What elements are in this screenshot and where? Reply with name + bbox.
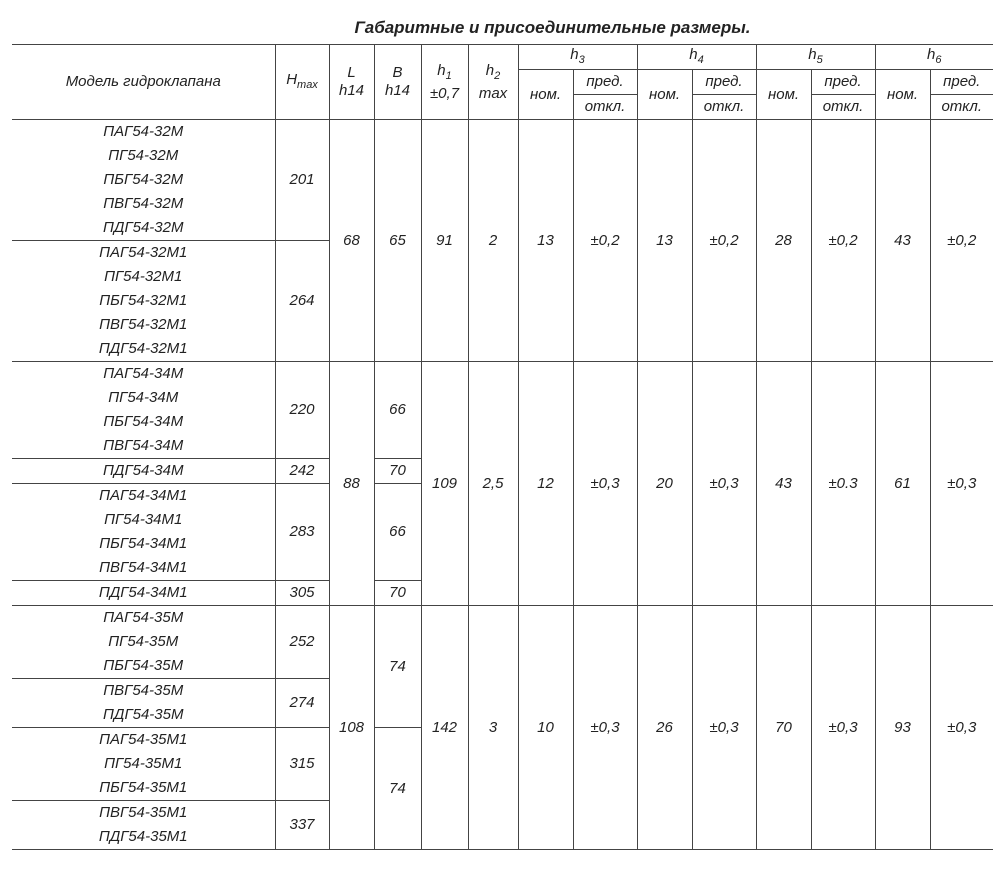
B-value: 66 bbox=[374, 484, 421, 581]
header-nom: ном. bbox=[518, 70, 573, 120]
dimensions-table bbox=[12, 44, 993, 850]
L-value: 88 bbox=[329, 362, 374, 606]
h6-tol: ±0,3 bbox=[930, 362, 993, 606]
h6-nom: 43 bbox=[875, 120, 930, 362]
L-value: 108 bbox=[329, 606, 374, 850]
model-name: ПВГ54-35М1 bbox=[99, 804, 188, 821]
B-value: 66 bbox=[374, 362, 421, 459]
h5-nom: 70 bbox=[756, 606, 811, 850]
model-name: ПАГ54-35М bbox=[103, 609, 184, 626]
model-name: ПГ54-32М1 bbox=[104, 268, 183, 285]
h2-value: 3 bbox=[468, 606, 518, 850]
B-value: 74 bbox=[374, 606, 421, 728]
h6-nom: 61 bbox=[875, 362, 930, 606]
model-name: ПАГ54-32М bbox=[103, 123, 184, 140]
header-otkl: откл. bbox=[692, 95, 756, 120]
model-name: ПБГ54-34М1 bbox=[99, 535, 188, 552]
model-name: ПАГ54-34М1 bbox=[99, 487, 188, 504]
model-name: ПДГ54-32М bbox=[103, 219, 184, 236]
h3-nom: 10 bbox=[518, 606, 573, 850]
header-pred: пред. bbox=[811, 70, 875, 95]
h6-nom: 93 bbox=[875, 606, 930, 850]
header-h2: $h_2$ max bbox=[468, 45, 518, 120]
model-name: ПБГ54-35М1 bbox=[99, 779, 188, 796]
header-B: B h14 bbox=[374, 45, 421, 120]
header-nom: ном. bbox=[875, 70, 930, 120]
model-cell bbox=[12, 801, 275, 850]
hmax-value: 283 bbox=[275, 484, 329, 581]
B-value: 70 bbox=[374, 459, 421, 484]
model-name: ПБГ54-32М1 bbox=[99, 292, 188, 309]
hmax-value: 305 bbox=[275, 581, 329, 606]
model-cell bbox=[12, 120, 275, 241]
model-name: ПАГ54-35М1 bbox=[99, 731, 188, 748]
model-name: ПБГ54-35М bbox=[103, 657, 184, 674]
h5-tol: ±0.3 bbox=[811, 362, 875, 606]
h6-tol: ±0,2 bbox=[930, 120, 993, 362]
hmax-value: 252 bbox=[275, 606, 329, 679]
h4-tol: ±0,3 bbox=[692, 362, 756, 606]
hmax-value: 337 bbox=[275, 801, 329, 850]
header-otkl: откл. bbox=[811, 95, 875, 120]
header-model: Модель гидроклапана bbox=[12, 45, 275, 120]
header-nom: ном. bbox=[637, 70, 692, 120]
header-pred: пред. bbox=[692, 70, 756, 95]
model-name: ПГ54-35М bbox=[108, 633, 179, 650]
h5-tol: ±0,2 bbox=[811, 120, 875, 362]
model-name: ПВГ54-34М1 bbox=[99, 559, 188, 576]
model-name: ПДГ54-34М1 bbox=[98, 584, 188, 601]
h4-nom: 13 bbox=[637, 120, 692, 362]
header-L: L h14 bbox=[329, 45, 374, 120]
B-value: 65 bbox=[374, 120, 421, 362]
model-name: ПВГ54-32М1 bbox=[99, 316, 188, 333]
header-hmax: $H_{max}$ bbox=[275, 45, 329, 120]
h3-tol: ±0,3 bbox=[573, 362, 637, 606]
h4-tol: ±0,2 bbox=[692, 120, 756, 362]
model-cell bbox=[12, 459, 275, 484]
model-name: ПДГ54-34М bbox=[103, 462, 184, 479]
hmax-value: 242 bbox=[275, 459, 329, 484]
h1-value: 142 bbox=[421, 606, 468, 850]
h5-nom: 43 bbox=[756, 362, 811, 606]
header-otkl: откл. bbox=[573, 95, 637, 120]
h3-nom: 12 bbox=[518, 362, 573, 606]
h4-tol: ±0,3 bbox=[692, 606, 756, 850]
header-h6: $h_6$ bbox=[875, 45, 993, 70]
hmax-value: 315 bbox=[275, 728, 329, 801]
model-name: ПДГ54-35М1 bbox=[98, 828, 188, 845]
h4-nom: 20 bbox=[637, 362, 692, 606]
model-name: ПВГ54-34М bbox=[103, 437, 184, 454]
h1-value: 109 bbox=[421, 362, 468, 606]
model-cell bbox=[12, 581, 275, 606]
model-name: ПГ54-32М bbox=[108, 147, 179, 164]
model-name: ПГ54-34М1 bbox=[104, 511, 183, 528]
header-h1: $h_1$ ±0,7 bbox=[421, 45, 468, 120]
hmax-value: 220 bbox=[275, 362, 329, 459]
header-otkl: откл. bbox=[930, 95, 993, 120]
hmax-value: 274 bbox=[275, 679, 329, 728]
model-name: ПВГ54-32М bbox=[103, 195, 184, 212]
h3-tol: ±0,3 bbox=[573, 606, 637, 850]
model-name: ПДГ54-35М bbox=[103, 706, 184, 723]
hmax-value: 201 bbox=[275, 120, 329, 241]
header-pred: пред. bbox=[573, 70, 637, 95]
header-pred: пред. bbox=[930, 70, 993, 95]
h5-tol: ±0,3 bbox=[811, 606, 875, 850]
model-cell bbox=[12, 241, 275, 362]
model-name: ПГ54-35М1 bbox=[104, 755, 183, 772]
h2-value: 2,5 bbox=[468, 362, 518, 606]
model-name: ПВГ54-35М bbox=[103, 682, 184, 699]
model-cell bbox=[12, 679, 275, 728]
model-cell bbox=[12, 606, 275, 679]
model-name: ПАГ54-32М1 bbox=[99, 244, 188, 261]
model-name: ПАГ54-34М bbox=[103, 365, 184, 382]
h3-nom: 13 bbox=[518, 120, 573, 362]
L-value: 68 bbox=[329, 120, 374, 362]
model-cell bbox=[12, 728, 275, 801]
B-value: 70 bbox=[374, 581, 421, 606]
model-name: ПБГ54-32М bbox=[103, 171, 184, 188]
h2-value: 2 bbox=[468, 120, 518, 362]
h4-nom: 26 bbox=[637, 606, 692, 850]
model-name: ПДГ54-32М1 bbox=[98, 340, 188, 357]
header-nom: ном. bbox=[756, 70, 811, 120]
h1-value: 91 bbox=[421, 120, 468, 362]
model-cell bbox=[12, 362, 275, 459]
h3-tol: ±0,2 bbox=[573, 120, 637, 362]
page-title: Габаритные и присоединительные размеры. bbox=[354, 18, 751, 37]
B-value: 74 bbox=[374, 728, 421, 850]
h6-tol: ±0,3 bbox=[930, 606, 993, 850]
model-name: ПБГ54-34М bbox=[103, 413, 184, 430]
header-h5: $h_5$ bbox=[756, 45, 875, 70]
h5-nom: 28 bbox=[756, 120, 811, 362]
header-h3: $h_3$ bbox=[518, 45, 637, 70]
header-h4: $h_4$ bbox=[637, 45, 756, 70]
model-cell bbox=[12, 484, 275, 581]
model-name: ПГ54-34М bbox=[108, 389, 179, 406]
hmax-value: 264 bbox=[275, 241, 329, 362]
